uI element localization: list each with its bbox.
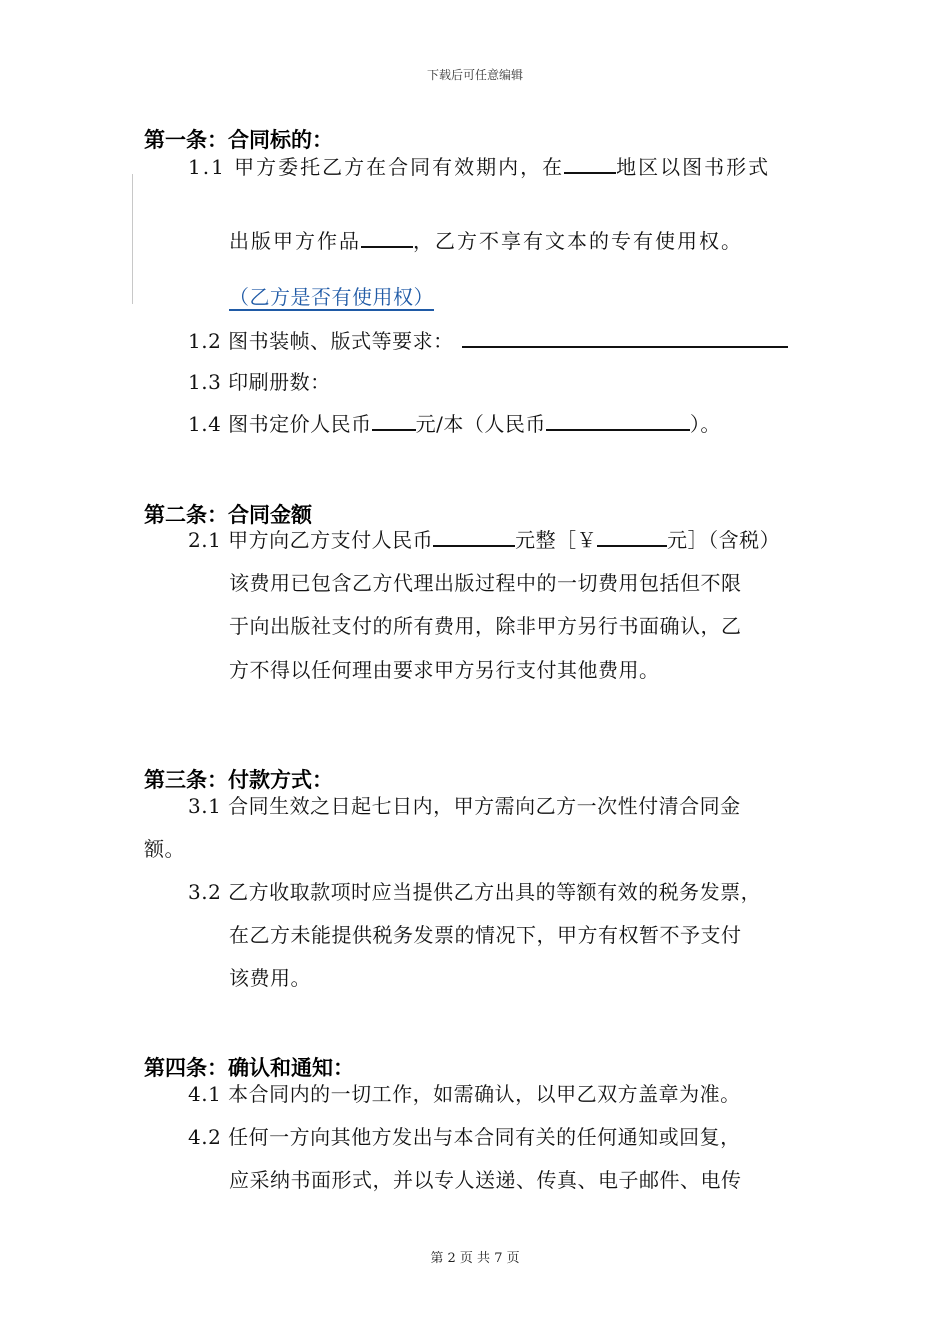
clause-2-1-line-3: 于向出版社支付的所有费用，除非甲方另行书面确认，乙: [229, 614, 742, 638]
section-2-heading: 第二条：合同金额: [144, 503, 312, 527]
section-1-heading: 第一条：合同标的：: [144, 128, 333, 152]
clause-4-2-line-2: 应采纳书面形式，并以专人送递、传真、电子邮件、电传: [229, 1168, 742, 1192]
usage-right-link[interactable]: （乙方是否有使用权）: [229, 285, 434, 309]
clause-3-2-line-3: 该费用。: [229, 966, 311, 990]
amount-figure-blank: [597, 527, 667, 547]
binding-requirements-blank: [462, 328, 788, 348]
clause-1-4-text-c: ）。: [689, 412, 721, 436]
clause-3-1-line-1: 3.1 合同生效之日起七日内，甲方需向乙方一次性付清合同金: [188, 794, 741, 818]
clause-2-1-line-2: 该费用已包含乙方代理出版过程中的一切费用包括但不限: [229, 571, 742, 595]
clause-2-1-text-c: 元］（含税）: [667, 528, 781, 552]
clause-3-1-line-2: 额。: [144, 837, 185, 861]
amount-blank: [433, 527, 515, 547]
clause-2-1-text-b: 元整［￥: [515, 528, 598, 552]
clause-1-4: [188, 408, 721, 437]
price-blank: [372, 411, 416, 431]
clause-1-4-text-b: 元/本（人民币: [415, 412, 546, 436]
clause-1-1-line-1: [188, 151, 770, 180]
work-blank: [361, 228, 413, 248]
clause-4-1: 4.1 本合同内的一切工作，如需确认，以甲乙双方盖章为准。: [188, 1082, 741, 1106]
clause-1-3: 1.3 印刷册数：: [188, 370, 331, 394]
clause-1-1-text-b: 地区以图书形式: [616, 155, 771, 179]
clause-2-1-line-4: 方不得以任何理由要求甲方另行支付其他费用。: [229, 658, 660, 682]
clause-1-1-text-c: 出版甲方作品: [229, 229, 361, 253]
price-uppercase-blank: [546, 411, 690, 431]
clause-1-1-text-d: ，乙方不享有文本的专有使用权。: [413, 229, 743, 253]
section-3-heading: 第三条：付款方式：: [144, 768, 333, 792]
region-blank: [564, 154, 616, 174]
clause-2-1-line-1: [188, 524, 780, 553]
section-4-heading: 第四条：确认和通知：: [144, 1056, 354, 1080]
clause-2-1-text-a: 2.1 甲方向乙方支付人民币: [188, 528, 434, 552]
clause-4-2-line-1: 4.2 任何一方向其他方发出与本合同有关的任何通知或回复，: [188, 1125, 741, 1149]
clause-1-2: [188, 325, 788, 354]
clause-1-2-text: 1.2 图书装帧、版式等要求：: [188, 329, 454, 353]
clause-1-1-text-a: 1.1 甲方委托乙方在合同有效期内，在: [188, 155, 565, 179]
page-footer: 第 2 页 共 7 页: [430, 1251, 520, 1266]
clause-3-2-line-2: 在乙方未能提供税务发票的情况下，甲方有权暂不予支付: [229, 923, 742, 947]
clause-1-4-text-a: 1.4 图书定价人民币: [188, 412, 372, 436]
page-header: 下载后可任意编辑: [426, 68, 523, 82]
clause-3-2-line-1: 3.2 乙方收取款项时应当提供乙方出具的等额有效的税务发票，: [188, 880, 762, 904]
revision-margin-bar: [132, 174, 133, 304]
clause-1-1-line-2: [229, 225, 743, 254]
